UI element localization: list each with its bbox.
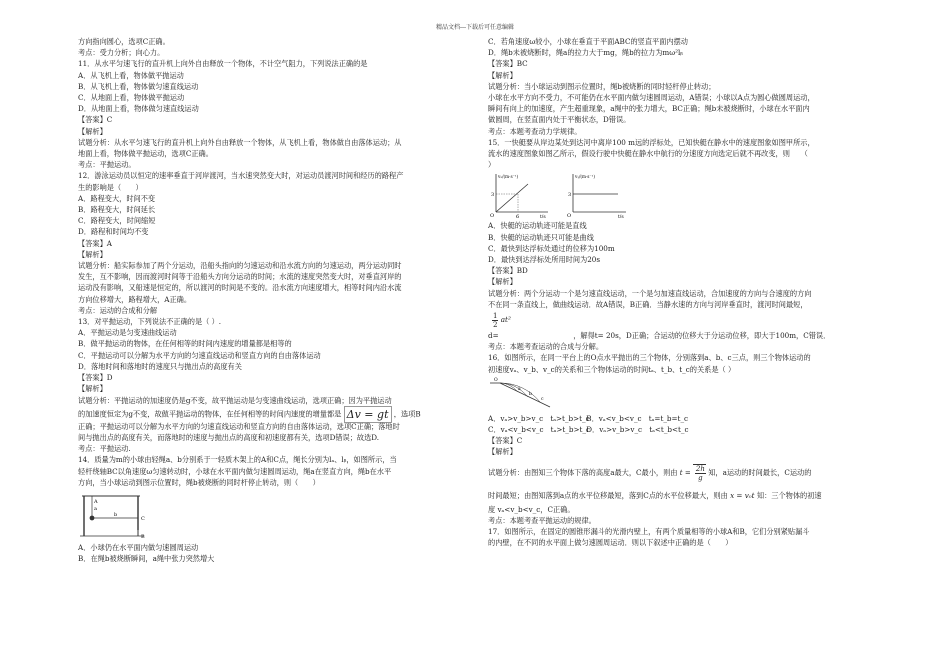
knowledge-point: 考点：本题考查动力学规律。 <box>488 126 582 136</box>
option: D．vₐ>v_b>v_c tₐ<t_b<t_c <box>586 425 689 435</box>
knowledge-point: 考点：平抛运动。 <box>78 160 136 170</box>
text-line: ） <box>488 160 496 170</box>
label-B: B <box>141 533 145 540</box>
text-line: 运动没有影响，又船速是恒定的，所以渡河的时间是不变的。沿水流方向速度增大，相等时间内沿水流 <box>78 283 402 293</box>
text-fragment: 知，a运动的时间最长，C运动的 <box>708 467 812 477</box>
text-line: 小球在水平方向不受力，不可能仍在水平面内做匀速圆周运动，A错误；小球以A点为圆心做圆周运动， <box>488 93 815 103</box>
figure-16 <box>488 377 880 411</box>
graph-yi <box>567 174 626 218</box>
option: A．快艇的运动轨迹可能是直线 <box>488 221 587 231</box>
analysis-label: 【解析】 <box>488 447 517 457</box>
rotating-frame-diagram <box>78 490 158 540</box>
text-line: 方向指向圆心，选项C正确。 <box>78 37 170 46</box>
text-fragment: 试题分析：由图知三个物体下落的高度a最大，C最小，则由 <box>488 467 678 477</box>
answer: 【答案】BC <box>488 59 528 69</box>
option: A．从飞机上看，物体做平抛运动 <box>78 70 184 80</box>
option-row <box>488 424 880 435</box>
option: B．快艇的运动轨迹只可能是曲线 <box>488 232 594 242</box>
question-17: 17．如图所示，在固定的圆锥形漏斗的光滑内壁上，有两个质量相等的小球A和B，它们分别紧贴漏斗 <box>488 527 810 537</box>
option: C．平抛运动可以分解为水平方向的匀速直线运动和竖直方向的自由落体运动 <box>78 350 321 360</box>
answer: 【答案】A <box>78 238 112 248</box>
origin-label: O <box>490 213 495 219</box>
option: D．路程和时间均不变 <box>78 227 149 237</box>
text-line: 间与抛出点的高度有关，而落地时的速度与抛出点的高度和初速度都有关，选项D错误；故选D. <box>78 432 380 442</box>
text-line: 初速度vₐ、v_b、v_c的关系和三个物体运动的时间tₐ、t_b、t_c的关系是（ ） <box>488 364 736 374</box>
text-fragment: 的加速度恒定为g不变，故做平抛运动的物体，在任何相等的时间内速度的增量都是 <box>78 409 342 419</box>
text-line: 方向，当小球运动到图示位置时，绳b被烧断的同时杆停止转动，则（ ） <box>78 477 320 487</box>
option: D．最快到达浮标处所用时间为20s <box>488 255 601 265</box>
text-line: 的内壁，在不同的水平面上做匀速圆周运动．则以下叙述中正确的是（ ） <box>488 538 733 548</box>
figure-14 <box>78 490 468 540</box>
axis-label: t/s <box>618 215 624 219</box>
text-line: 试题分析：当小球运动到图示位置时，绳b被烧断的同时轻杆停止转动； <box>488 81 716 91</box>
question-11: 11．从水平匀速飞行的直升机上向外自由释放一个物体，不计空气阻力，下列说法正确的是 <box>78 59 368 69</box>
analysis-label: 【解析】 <box>78 126 107 136</box>
option: C．若角速度ω较小，小球在垂直于平面ABC的竖直平面内摆动 <box>488 37 688 46</box>
label-a: a <box>94 505 97 512</box>
axis-label: vᵧ/(m·s⁻¹) <box>575 174 595 180</box>
knowledge-point: 考点：平抛运动. <box>78 444 131 454</box>
label-a: a <box>518 386 521 392</box>
option: B．vₐ<v_b<v_c tₐ=t_b=t_c <box>586 413 689 423</box>
answer: 【答案】C <box>78 115 113 125</box>
projectile-diagram <box>488 377 558 411</box>
text-line: 方向位移增大，路程增大，A正确。 <box>78 294 192 304</box>
velocity-graphs <box>488 172 638 218</box>
answer: 【答案】BD <box>488 266 528 276</box>
option: B．在绳b被烧断瞬间，a绳中张力突然增大 <box>78 554 215 564</box>
tick-label: 6 <box>516 214 520 219</box>
question-15: 15．一快艇要从岸边某处到达河中离岸100 m远的浮标处，已知快艇在静水中的速度图象如图甲所示， <box>488 137 815 147</box>
axis-label: vₓ/(m·s⁻¹) <box>498 174 519 180</box>
formula-delta-v: Δv = gt <box>344 406 392 423</box>
formula-at2: at² <box>500 315 511 325</box>
text-line: 考点：受力分析；向心力。 <box>78 48 165 58</box>
text-line: 地面上看，物体做平抛运动，选项C正确。 <box>78 149 213 159</box>
page-header: 精品文档---下载后可任意编辑 <box>435 24 515 31</box>
label-A: A <box>94 498 98 505</box>
option: C．路程变大，时间缩短 <box>78 216 156 226</box>
question-16: 16．如图所示，在同一平台上的O点水平抛出的三个物体，分别落到a、b、c三点，则三个物体运动的 <box>488 353 811 363</box>
analysis-label: 【解析】 <box>488 70 517 80</box>
knowledge-point: 考点：本题考查平抛运动的规律。 <box>488 515 596 525</box>
question-14: 14．质量为m的小球由轻绳a、b分别系于一轻质木架上的A和C点，绳长分别为lₐ、lᵦ，如图所示，当 <box>78 455 397 465</box>
origin-label: O <box>567 213 572 219</box>
text-fragment: 时间最短；由图知落到a点的水平位移最短，落到C点的水平位移最大，则由 <box>488 490 728 500</box>
label-b: b <box>529 391 532 397</box>
option: D．绳b未被烧断时，绳a的拉力大于mg，绳b的拉力为mω²lᵦ <box>488 48 683 58</box>
formula-half: $\frac{1}{2}$ <box>493 311 498 329</box>
option: B．从飞机上看，物体做匀速直线运动 <box>78 81 199 91</box>
option: A．vₐ>v_b>v_c tₐ>t_b>t_c <box>488 413 590 423</box>
option: C．最快到达浮标处通过的位移为100m <box>488 243 615 253</box>
knowledge-point: 考点：本题考查运动的合成与分解。 <box>488 342 604 352</box>
tick-label: 3 <box>568 192 572 199</box>
text-line: 正确；平抛运动可以分解为水平方向的匀速直线运动和竖直方向的自由落体运动，选项C正确；落地时 <box>78 421 400 431</box>
right-column <box>488 36 880 549</box>
text-line: 轻杆绕轴BC以角速度ω匀速转动时，小球在水平面内做匀速圆周运动，绳a在竖直方向，绳b在水平 <box>78 466 392 476</box>
text-fragment: ，选项B <box>393 409 421 419</box>
text-fragment: ，解得t= 20s，D正确；合运动的位移大于分运动位移，即大于100m，C错误． <box>573 331 831 341</box>
label-c: c <box>541 396 544 402</box>
text-line: 不在同一条直线上，做曲线运动．故A错误，B正确．当静水速的方向与河岸垂直时，渡河时间最短， <box>488 299 808 309</box>
text-line: 流水的速度图象如图乙所示，假设行驶中快艇在静水中航行的分速度方向选定后就不再改变，则 （ <box>488 149 808 159</box>
text-fragment: 知：三个物体的初速 <box>756 490 822 500</box>
text-line: 试题分析：从水平匀速飞行的直升机上向外自由释放一个物体，从飞机上看，物体做自由落体运动；从 <box>78 137 402 147</box>
label-C: C <box>141 515 145 522</box>
text-line: 发生，互不影响，因而渡河时间等于沿船头方向分运动的时间；水流的速度突然变大时，对垂直河岸的 <box>78 272 402 282</box>
text-line <box>488 488 880 504</box>
text-line: 试题分析：两个分运动一个是匀速直线运动，一个是匀加速直线运动，合加速度的方向与合速度的方向 <box>488 288 812 298</box>
label-b: b <box>114 511 118 518</box>
answer: 【答案】D <box>78 373 113 383</box>
left-column <box>78 36 468 564</box>
formula-sqrt-frac: $\frac{2h}{g}$ <box>695 464 705 482</box>
axis-label: t/s <box>540 215 546 219</box>
option-row <box>488 413 880 424</box>
text-fragment: d= <box>488 331 499 341</box>
label-O: O <box>494 377 498 383</box>
option: D．落地时间和落地时的速度只与抛出点的高度有关 <box>78 361 242 371</box>
question-13: 13．对平抛运动，下列说法不正确的是（ ）. <box>78 317 222 327</box>
text-line: 度 vₐ<v_b<v_c，C正确。 <box>488 504 575 514</box>
text-line: 试题分析：船实际参加了两个分运动，沿船头指向的匀速运动和沿水流方向的匀速运动，两分运动同时 <box>78 261 402 271</box>
option: C．从地面上看，物体做平抛运动 <box>78 93 185 103</box>
text-line <box>488 330 880 341</box>
analysis-label: 【解析】 <box>78 384 107 394</box>
answer: 【答案】C <box>488 436 523 446</box>
knowledge-point: 考点：运动的合成和分解 <box>78 305 158 315</box>
text-line: 瞬间有向上的加速度，产生超重现象，a绳中的张力增大，BC正确；绳b未被烧断时，小球在水平面内 <box>488 104 810 114</box>
option: B．路程变大，时间延长 <box>78 205 156 215</box>
analysis-label: 【解析】 <box>78 249 107 259</box>
text-line <box>78 406 468 421</box>
option: A．路程变大，时间不变 <box>78 193 156 203</box>
figure-15 <box>488 172 880 218</box>
text-line: 试题分析：平抛运动的加速度仍是g不变，故平抛运动是匀变速曲线运动，选项正确；因为平抛运动 <box>78 395 392 405</box>
tick-label: 3 <box>491 192 495 199</box>
formula-line <box>488 310 880 330</box>
text-line: 做圆周，在竖直面内处于平衡状态，D错误。 <box>488 115 631 125</box>
option: C．vₐ<v_b<v_c tₐ>t_b>t_c <box>488 425 590 435</box>
option: A．小球仍在水平面内做匀速圆周运动 <box>78 542 199 552</box>
formula-x: x = v₀t <box>730 490 755 500</box>
option: D．从地面上看，物体做匀速直线运动 <box>78 104 199 114</box>
analysis-label: 【解析】 <box>488 277 517 287</box>
option: A．平抛运动是匀变速曲线运动 <box>78 328 177 338</box>
text-line: 生的影响是（ ） <box>78 182 143 192</box>
option: B．做平抛运动的物体，在任何相等的时间内速度的增量都是相等的 <box>78 339 292 349</box>
question-12: 12．游泳运动员以恒定的速率垂直于河岸渡河，当水速突然变大时，对运动员渡河时间和经历的路程产 <box>78 171 404 181</box>
graph-jia <box>490 174 548 218</box>
text-line <box>488 458 880 488</box>
formula-t-sqrt: t = $\frac{2h}{g}$ <box>679 464 705 482</box>
